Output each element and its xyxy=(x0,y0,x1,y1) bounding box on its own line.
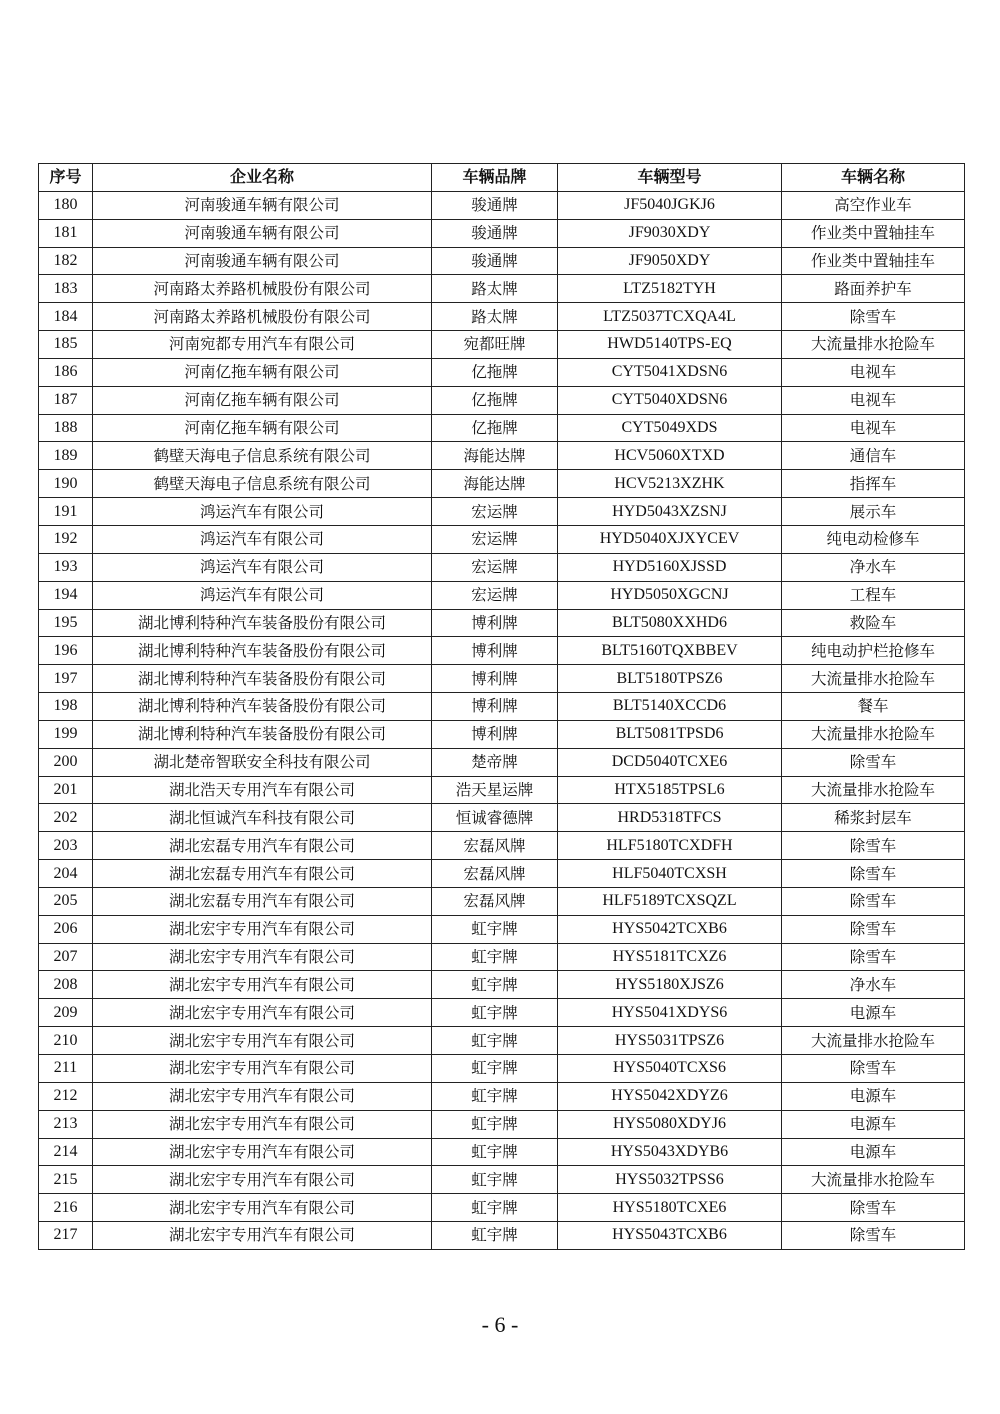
table-row xyxy=(39,1110,965,1138)
cell-vehicle-name: 作业类中置轴挂车 xyxy=(782,247,965,275)
cell-vehicle-name: 电源车 xyxy=(782,999,965,1027)
table-row xyxy=(39,1166,965,1194)
cell-brand: 虹宇牌 xyxy=(432,1166,558,1194)
cell-vehicle-name: 除雪车 xyxy=(782,832,965,860)
cell-vehicle-name: 纯电动护栏抢修车 xyxy=(782,637,965,665)
cell-brand: 虹宇牌 xyxy=(432,1110,558,1138)
table-row xyxy=(39,247,965,275)
cell-index: 197 xyxy=(39,665,93,693)
cell-brand: 宏运牌 xyxy=(432,581,558,609)
table-row xyxy=(39,1222,965,1250)
cell-index: 202 xyxy=(39,804,93,832)
cell-vehicle-name: 稀浆封层车 xyxy=(782,804,965,832)
cell-index: 203 xyxy=(39,832,93,860)
cell-model: HYD5160XJSSD xyxy=(558,553,782,581)
cell-brand: 宏运牌 xyxy=(432,498,558,526)
cell-brand: 虹宇牌 xyxy=(432,1222,558,1250)
cell-vehicle-name: 大流量排水抢险车 xyxy=(782,665,965,693)
cell-company: 湖北宏宇专用汽车有限公司 xyxy=(93,1194,432,1222)
table-row xyxy=(39,832,965,860)
cell-brand: 宏运牌 xyxy=(432,525,558,553)
cell-vehicle-name: 净水车 xyxy=(782,971,965,999)
cell-brand: 虹宇牌 xyxy=(432,1082,558,1110)
cell-model: JF5040JGKJ6 xyxy=(558,191,782,219)
table-row xyxy=(39,609,965,637)
table-header-row xyxy=(39,164,965,192)
table-row xyxy=(39,275,965,303)
header-vehicle-name: 车辆名称 xyxy=(782,164,965,192)
cell-company: 湖北宏宇专用汽车有限公司 xyxy=(93,1138,432,1166)
cell-index: 208 xyxy=(39,971,93,999)
cell-brand: 亿拖牌 xyxy=(432,386,558,414)
cell-index: 195 xyxy=(39,609,93,637)
cell-brand: 宏运牌 xyxy=(432,553,558,581)
table-row xyxy=(39,804,965,832)
cell-index: 193 xyxy=(39,553,93,581)
cell-company: 河南骏通车辆有限公司 xyxy=(93,219,432,247)
table-row xyxy=(39,999,965,1027)
cell-company: 鸿运汽车有限公司 xyxy=(93,498,432,526)
cell-index: 207 xyxy=(39,943,93,971)
cell-index: 212 xyxy=(39,1082,93,1110)
cell-brand: 虹宇牌 xyxy=(432,999,558,1027)
cell-model: BLT5081TPSD6 xyxy=(558,720,782,748)
cell-brand: 海能达牌 xyxy=(432,470,558,498)
table-row xyxy=(39,1027,965,1055)
cell-model: BLT5140XCCD6 xyxy=(558,693,782,721)
table-row xyxy=(39,971,965,999)
table-row xyxy=(39,442,965,470)
cell-index: 215 xyxy=(39,1166,93,1194)
cell-company: 鹤壁天海电子信息系统有限公司 xyxy=(93,470,432,498)
vehicle-table xyxy=(38,163,965,1250)
cell-model: HYS5181TCXZ6 xyxy=(558,943,782,971)
table-row xyxy=(39,191,965,219)
cell-index: 200 xyxy=(39,748,93,776)
cell-brand: 亿拖牌 xyxy=(432,358,558,386)
cell-company: 湖北博利特种汽车装备股份有限公司 xyxy=(93,693,432,721)
table-row xyxy=(39,665,965,693)
cell-company: 湖北博利特种汽车装备股份有限公司 xyxy=(93,609,432,637)
table-row xyxy=(39,776,965,804)
cell-model: HYS5180TCXE6 xyxy=(558,1194,782,1222)
cell-model: HYD5050XGCNJ xyxy=(558,581,782,609)
cell-company: 湖北宏宇专用汽车有限公司 xyxy=(93,971,432,999)
cell-company: 河南骏通车辆有限公司 xyxy=(93,191,432,219)
cell-index: 187 xyxy=(39,386,93,414)
cell-model: HYS5043TCXB6 xyxy=(558,1222,782,1250)
cell-brand: 博利牌 xyxy=(432,609,558,637)
cell-vehicle-name: 除雪车 xyxy=(782,1194,965,1222)
cell-company: 鹤壁天海电子信息系统有限公司 xyxy=(93,442,432,470)
cell-vehicle-name: 除雪车 xyxy=(782,303,965,331)
cell-company: 湖北博利特种汽车装备股份有限公司 xyxy=(93,637,432,665)
cell-model: HYS5043XDYB6 xyxy=(558,1138,782,1166)
cell-index: 216 xyxy=(39,1194,93,1222)
cell-brand: 宏磊风牌 xyxy=(432,860,558,888)
table-row xyxy=(39,386,965,414)
table-row xyxy=(39,1055,965,1083)
cell-brand: 海能达牌 xyxy=(432,442,558,470)
table-row xyxy=(39,581,965,609)
cell-company: 湖北宏磊专用汽车有限公司 xyxy=(93,832,432,860)
cell-brand: 博利牌 xyxy=(432,637,558,665)
cell-vehicle-name: 电视车 xyxy=(782,358,965,386)
table-row xyxy=(39,748,965,776)
cell-model: JF9050XDY xyxy=(558,247,782,275)
cell-vehicle-name: 电源车 xyxy=(782,1082,965,1110)
cell-vehicle-name: 大流量排水抢险车 xyxy=(782,1166,965,1194)
cell-vehicle-name: 除雪车 xyxy=(782,1222,965,1250)
cell-company: 湖北宏磊专用汽车有限公司 xyxy=(93,887,432,915)
cell-index: 184 xyxy=(39,303,93,331)
table-row xyxy=(39,915,965,943)
cell-company: 鸿运汽车有限公司 xyxy=(93,581,432,609)
cell-company: 湖北恒诚汽车科技有限公司 xyxy=(93,804,432,832)
cell-brand: 宛都旺牌 xyxy=(432,331,558,359)
cell-model: HYS5041XDYS6 xyxy=(558,999,782,1027)
cell-company: 湖北博利特种汽车装备股份有限公司 xyxy=(93,720,432,748)
cell-index: 213 xyxy=(39,1110,93,1138)
table-row xyxy=(39,943,965,971)
cell-company: 湖北宏宇专用汽车有限公司 xyxy=(93,1082,432,1110)
cell-model: HTX5185TPSL6 xyxy=(558,776,782,804)
cell-company: 湖北宏宇专用汽车有限公司 xyxy=(93,1027,432,1055)
cell-company: 河南路太养路机械股份有限公司 xyxy=(93,303,432,331)
cell-vehicle-name: 除雪车 xyxy=(782,943,965,971)
cell-index: 183 xyxy=(39,275,93,303)
cell-model: BLT5080XXHD6 xyxy=(558,609,782,637)
cell-vehicle-name: 通信车 xyxy=(782,442,965,470)
cell-company: 鸿运汽车有限公司 xyxy=(93,525,432,553)
cell-brand: 浩天星运牌 xyxy=(432,776,558,804)
cell-company: 湖北浩天专用汽车有限公司 xyxy=(93,776,432,804)
cell-brand: 虹宇牌 xyxy=(432,1194,558,1222)
cell-brand: 路太牌 xyxy=(432,275,558,303)
cell-index: 210 xyxy=(39,1027,93,1055)
cell-model: BLT5160TQXBBEV xyxy=(558,637,782,665)
cell-model: HRD5318TFCS xyxy=(558,804,782,832)
cell-model: HYS5040TCXS6 xyxy=(558,1055,782,1083)
table-row xyxy=(39,860,965,888)
cell-vehicle-name: 大流量排水抢险车 xyxy=(782,720,965,748)
cell-vehicle-name: 工程车 xyxy=(782,581,965,609)
table-row xyxy=(39,470,965,498)
cell-brand: 虹宇牌 xyxy=(432,915,558,943)
cell-brand: 博利牌 xyxy=(432,720,558,748)
table-row xyxy=(39,358,965,386)
cell-company: 河南亿拖车辆有限公司 xyxy=(93,358,432,386)
cell-vehicle-name: 电视车 xyxy=(782,386,965,414)
table-row xyxy=(39,1194,965,1222)
header-brand: 车辆品牌 xyxy=(432,164,558,192)
cell-index: 181 xyxy=(39,219,93,247)
cell-index: 198 xyxy=(39,693,93,721)
cell-index: 204 xyxy=(39,860,93,888)
cell-vehicle-name: 餐车 xyxy=(782,693,965,721)
cell-index: 201 xyxy=(39,776,93,804)
table-body xyxy=(39,191,965,1249)
cell-brand: 骏通牌 xyxy=(432,191,558,219)
cell-model: CYT5041XDSN6 xyxy=(558,358,782,386)
cell-brand: 博利牌 xyxy=(432,693,558,721)
cell-company: 湖北博利特种汽车装备股份有限公司 xyxy=(93,665,432,693)
header-model: 车辆型号 xyxy=(558,164,782,192)
cell-model: LTZ5037TCXQA4L xyxy=(558,303,782,331)
cell-vehicle-name: 大流量排水抢险车 xyxy=(782,1027,965,1055)
cell-model: LTZ5182TYH xyxy=(558,275,782,303)
table-row xyxy=(39,219,965,247)
cell-model: HYS5042TCXB6 xyxy=(558,915,782,943)
cell-vehicle-name: 展示车 xyxy=(782,498,965,526)
cell-model: HWD5140TPS-EQ xyxy=(558,331,782,359)
cell-brand: 虹宇牌 xyxy=(432,943,558,971)
cell-model: CYT5049XDS xyxy=(558,414,782,442)
cell-model: HLF5180TCXDFH xyxy=(558,832,782,860)
cell-vehicle-name: 大流量排水抢险车 xyxy=(782,776,965,804)
cell-index: 196 xyxy=(39,637,93,665)
cell-index: 214 xyxy=(39,1138,93,1166)
cell-index: 205 xyxy=(39,887,93,915)
cell-index: 185 xyxy=(39,331,93,359)
cell-model: HYD5043XZSNJ xyxy=(558,498,782,526)
cell-model: HYS5042XDYZ6 xyxy=(558,1082,782,1110)
cell-brand: 恒诚睿德牌 xyxy=(432,804,558,832)
table-row xyxy=(39,693,965,721)
cell-vehicle-name: 除雪车 xyxy=(782,860,965,888)
cell-brand: 骏通牌 xyxy=(432,219,558,247)
cell-vehicle-name: 电源车 xyxy=(782,1110,965,1138)
cell-vehicle-name: 电源车 xyxy=(782,1138,965,1166)
header-index: 序号 xyxy=(39,164,93,192)
cell-brand: 虹宇牌 xyxy=(432,1027,558,1055)
cell-index: 188 xyxy=(39,414,93,442)
cell-brand: 路太牌 xyxy=(432,303,558,331)
table-row xyxy=(39,303,965,331)
cell-brand: 虹宇牌 xyxy=(432,1055,558,1083)
cell-company: 湖北宏磊专用汽车有限公司 xyxy=(93,860,432,888)
cell-vehicle-name: 纯电动检修车 xyxy=(782,525,965,553)
cell-model: BLT5180TPSZ6 xyxy=(558,665,782,693)
table-row xyxy=(39,637,965,665)
cell-model: HYS5080XDYJ6 xyxy=(558,1110,782,1138)
cell-company: 湖北宏宇专用汽车有限公司 xyxy=(93,1222,432,1250)
cell-index: 190 xyxy=(39,470,93,498)
cell-brand: 骏通牌 xyxy=(432,247,558,275)
cell-vehicle-name: 除雪车 xyxy=(782,887,965,915)
cell-model: HCV5213XZHK xyxy=(558,470,782,498)
cell-index: 211 xyxy=(39,1055,93,1083)
header-company: 企业名称 xyxy=(93,164,432,192)
cell-index: 206 xyxy=(39,915,93,943)
table-row xyxy=(39,720,965,748)
cell-brand: 宏磊风牌 xyxy=(432,887,558,915)
cell-brand: 亿拖牌 xyxy=(432,414,558,442)
table-row xyxy=(39,1082,965,1110)
cell-brand: 博利牌 xyxy=(432,665,558,693)
cell-index: 209 xyxy=(39,999,93,1027)
cell-company: 河南宛都专用汽车有限公司 xyxy=(93,331,432,359)
cell-vehicle-name: 除雪车 xyxy=(782,748,965,776)
cell-model: HCV5060XTXD xyxy=(558,442,782,470)
cell-brand: 楚帝牌 xyxy=(432,748,558,776)
cell-company: 鸿运汽车有限公司 xyxy=(93,553,432,581)
cell-brand: 宏磊风牌 xyxy=(432,832,558,860)
cell-vehicle-name: 电视车 xyxy=(782,414,965,442)
cell-vehicle-name: 救险车 xyxy=(782,609,965,637)
cell-index: 182 xyxy=(39,247,93,275)
cell-brand: 虹宇牌 xyxy=(432,971,558,999)
cell-model: JF9030XDY xyxy=(558,219,782,247)
cell-model: HYS5180XJSZ6 xyxy=(558,971,782,999)
cell-index: 191 xyxy=(39,498,93,526)
table-row xyxy=(39,1138,965,1166)
cell-vehicle-name: 路面养护车 xyxy=(782,275,965,303)
table-row xyxy=(39,331,965,359)
cell-model: HYS5032TPSS6 xyxy=(558,1166,782,1194)
cell-vehicle-name: 除雪车 xyxy=(782,915,965,943)
cell-company: 河南路太养路机械股份有限公司 xyxy=(93,275,432,303)
cell-company: 湖北宏宇专用汽车有限公司 xyxy=(93,1110,432,1138)
cell-company: 湖北宏宇专用汽车有限公司 xyxy=(93,915,432,943)
cell-index: 189 xyxy=(39,442,93,470)
cell-company: 河南亿拖车辆有限公司 xyxy=(93,386,432,414)
cell-index: 199 xyxy=(39,720,93,748)
table-row xyxy=(39,414,965,442)
cell-model: CYT5040XDSN6 xyxy=(558,386,782,414)
cell-model: HYD5040XJXYCEV xyxy=(558,525,782,553)
cell-vehicle-name: 高空作业车 xyxy=(782,191,965,219)
table-row xyxy=(39,887,965,915)
cell-vehicle-name: 净水车 xyxy=(782,553,965,581)
cell-model: HLF5189TCXSQZL xyxy=(558,887,782,915)
cell-company: 河南骏通车辆有限公司 xyxy=(93,247,432,275)
cell-model: HYS5031TPSZ6 xyxy=(558,1027,782,1055)
cell-company: 湖北宏宇专用汽车有限公司 xyxy=(93,1166,432,1194)
cell-company: 湖北宏宇专用汽车有限公司 xyxy=(93,1055,432,1083)
cell-vehicle-name: 作业类中置轴挂车 xyxy=(782,219,965,247)
cell-company: 湖北宏宇专用汽车有限公司 xyxy=(93,999,432,1027)
cell-brand: 虹宇牌 xyxy=(432,1138,558,1166)
cell-model: DCD5040TCXE6 xyxy=(558,748,782,776)
cell-company: 河南亿拖车辆有限公司 xyxy=(93,414,432,442)
cell-company: 湖北楚帝智联安全科技有限公司 xyxy=(93,748,432,776)
table-row xyxy=(39,525,965,553)
cell-index: 217 xyxy=(39,1222,93,1250)
cell-index: 186 xyxy=(39,358,93,386)
cell-index: 192 xyxy=(39,525,93,553)
cell-model: HLF5040TCXSH xyxy=(558,860,782,888)
cell-company: 湖北宏宇专用汽车有限公司 xyxy=(93,943,432,971)
cell-index: 180 xyxy=(39,191,93,219)
cell-index: 194 xyxy=(39,581,93,609)
cell-vehicle-name: 指挥车 xyxy=(782,470,965,498)
cell-vehicle-name: 大流量排水抢险车 xyxy=(782,331,965,359)
cell-vehicle-name: 除雪车 xyxy=(782,1055,965,1083)
table-row xyxy=(39,498,965,526)
page-number: - 6 - xyxy=(481,1312,519,1337)
table-row xyxy=(39,553,965,581)
